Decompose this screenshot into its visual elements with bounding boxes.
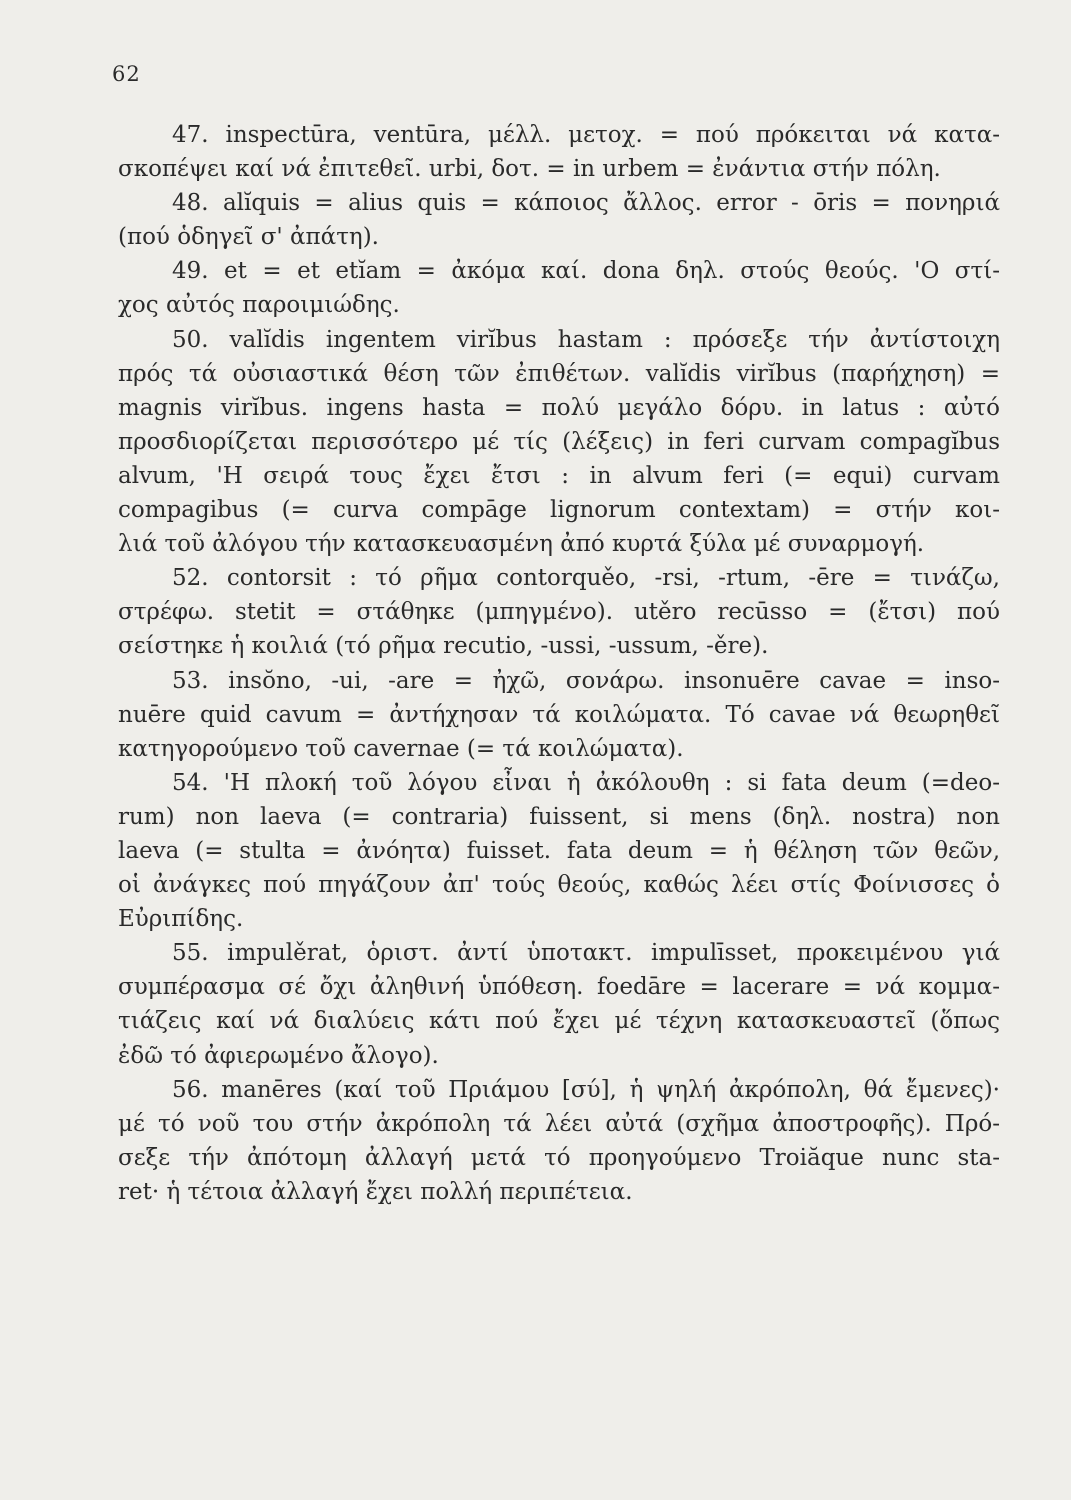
text-line: χος αὐτός παροιμιώδης. bbox=[118, 292, 400, 319]
text-line: οἱ ἀνάγκες πού πηγάζουν ἀπ' τούς θεούς, καθώς λέει στίς Φοίνισσες ὁ bbox=[118, 872, 1000, 899]
text-line: προσδιορίζεται περισσότερο μέ τίς (λέξεις) in feri curvam compagĭbus bbox=[118, 428, 1000, 455]
text-line: 54. 'Η πλοκή τοῦ λόγου εἶναι ἡ ἀκόλουθη : si fata deum (=deo- bbox=[172, 769, 1000, 796]
text-line: ret· ἡ τέτοια ἀλλαγή ἔχει πολλή περιπέτεια. bbox=[118, 1178, 633, 1205]
text-line: σεξε τήν ἀπότομη ἀλλαγή μετά τό προηγούμενο Troiăque nunc sta- bbox=[118, 1144, 1000, 1171]
text-line: 52. contorsit : τό ρῆμα contorquěo, -rsi, -rtum, -ēre = τινάζω, bbox=[172, 565, 1000, 592]
text-line: nuēre quid cavum = ἀντήχησαν τά κοιλώματα. Τό cavae νά θεωρηθεῖ bbox=[118, 701, 1000, 728]
text-line: rum) non laeva (= contraria) fuissent, si mens (δηλ. nostra) non bbox=[118, 803, 1000, 830]
commentary-text bbox=[118, 118, 1000, 1209]
text-line: σείστηκε ἡ κοιλιά (τό ρῆμα recutio, -ussi, -ussum, -ěre). bbox=[118, 633, 769, 660]
text-line: compagibus (= curva compāge lignorum contextam) = στήν κοι- bbox=[118, 497, 1000, 524]
text-line: Εὐριπίδης. bbox=[118, 906, 244, 933]
text-line: 55. impulěrat, ὁριστ. ἀντί ὑποτακτ. impulīsset, προκειμένου γιά bbox=[172, 940, 1000, 967]
text-line: 47. inspectūra, ventūra, μέλλ. μετοχ. = πού πρόκειται νά κατα- bbox=[172, 122, 1000, 148]
text-line: 50. valĭdis ingentem virĭbus hastam : πρόσεξε τήν ἀντίστοιχη bbox=[172, 326, 1000, 353]
text-line: λιά τοῦ ἀλόγου τήν κατασκευασμένη ἀπό κυρτά ξύλα μέ συναρμογή. bbox=[118, 531, 925, 558]
text-line: laeva (= stulta = ἀνόητα) fuisset. fata deum = ἡ θέληση τῶν θεῶν, bbox=[118, 837, 1000, 864]
text-line: ἐδῶ τό ἀφιερωμένο ἄλογο). bbox=[118, 1042, 439, 1069]
text-line: κατηγορούμενο τοῦ cavernae (= τά κοιλώματα). bbox=[118, 735, 684, 762]
text-line: τιάζεις καί νά διαλύεις κάτι πού ἔχει μέ τέχνη κατασκευαστεῖ (ὅπως bbox=[118, 1008, 1000, 1035]
text-line: 49. et = et etĭam = ἀκόμα καί. dona δηλ. στούς θεούς. 'Ο στί- bbox=[172, 258, 1000, 285]
text-line: σκοπέψει καί νά ἐπιτεθεῖ. urbi, δοτ. = in urbem = ἐνάντια στήν πόλη. bbox=[118, 156, 941, 183]
text-line: magnis virĭbus. ingens hasta = πολύ μεγάλο δόρυ. in latus : αὐτό bbox=[118, 394, 1000, 421]
text-line: μέ τό νοῦ του στήν ἀκρόπολη τά λέει αὐτά (σχῆμα ἀποστροφῆς). Πρό- bbox=[118, 1110, 1000, 1137]
text-line: 56. manēres (καί τοῦ Πριάμου [σύ], ἡ ψηλή ἀκρόπολη, θά ἔμενες)· bbox=[172, 1076, 1000, 1103]
text-line: στρέφω. stetit = στάθηκε (μπηγμένο). utěro recūsso = (ἔτσι) πού bbox=[118, 599, 1000, 626]
page-number: 62 bbox=[112, 62, 141, 86]
text-line: alvum, 'Η σειρά τους ἔχει ἔτσι : in alvum feri (= equi) curvam bbox=[118, 462, 1000, 489]
text-line: συμπέρασμα σέ ὄχι ἀληθινή ὑπόθεση. foedāre = lacerare = νά κομμα- bbox=[118, 974, 1000, 1001]
text-line: 53. insŏno, -ui, -are = ἠχῶ, σονάρω. insonuēre cavae = inso- bbox=[172, 667, 1000, 694]
text-line: (πού ὁδηγεῖ σ' ἀπάτη). bbox=[118, 224, 379, 251]
text-line: 48. alĭquis = alius quis = κάποιος ἄλλος. error - ōris = πονηριά bbox=[172, 190, 1000, 217]
text-line: πρός τά οὐσιαστικά θέση τῶν ἐπιθέτων. valĭdis virĭbus (παρήχηση) = bbox=[118, 360, 1000, 387]
